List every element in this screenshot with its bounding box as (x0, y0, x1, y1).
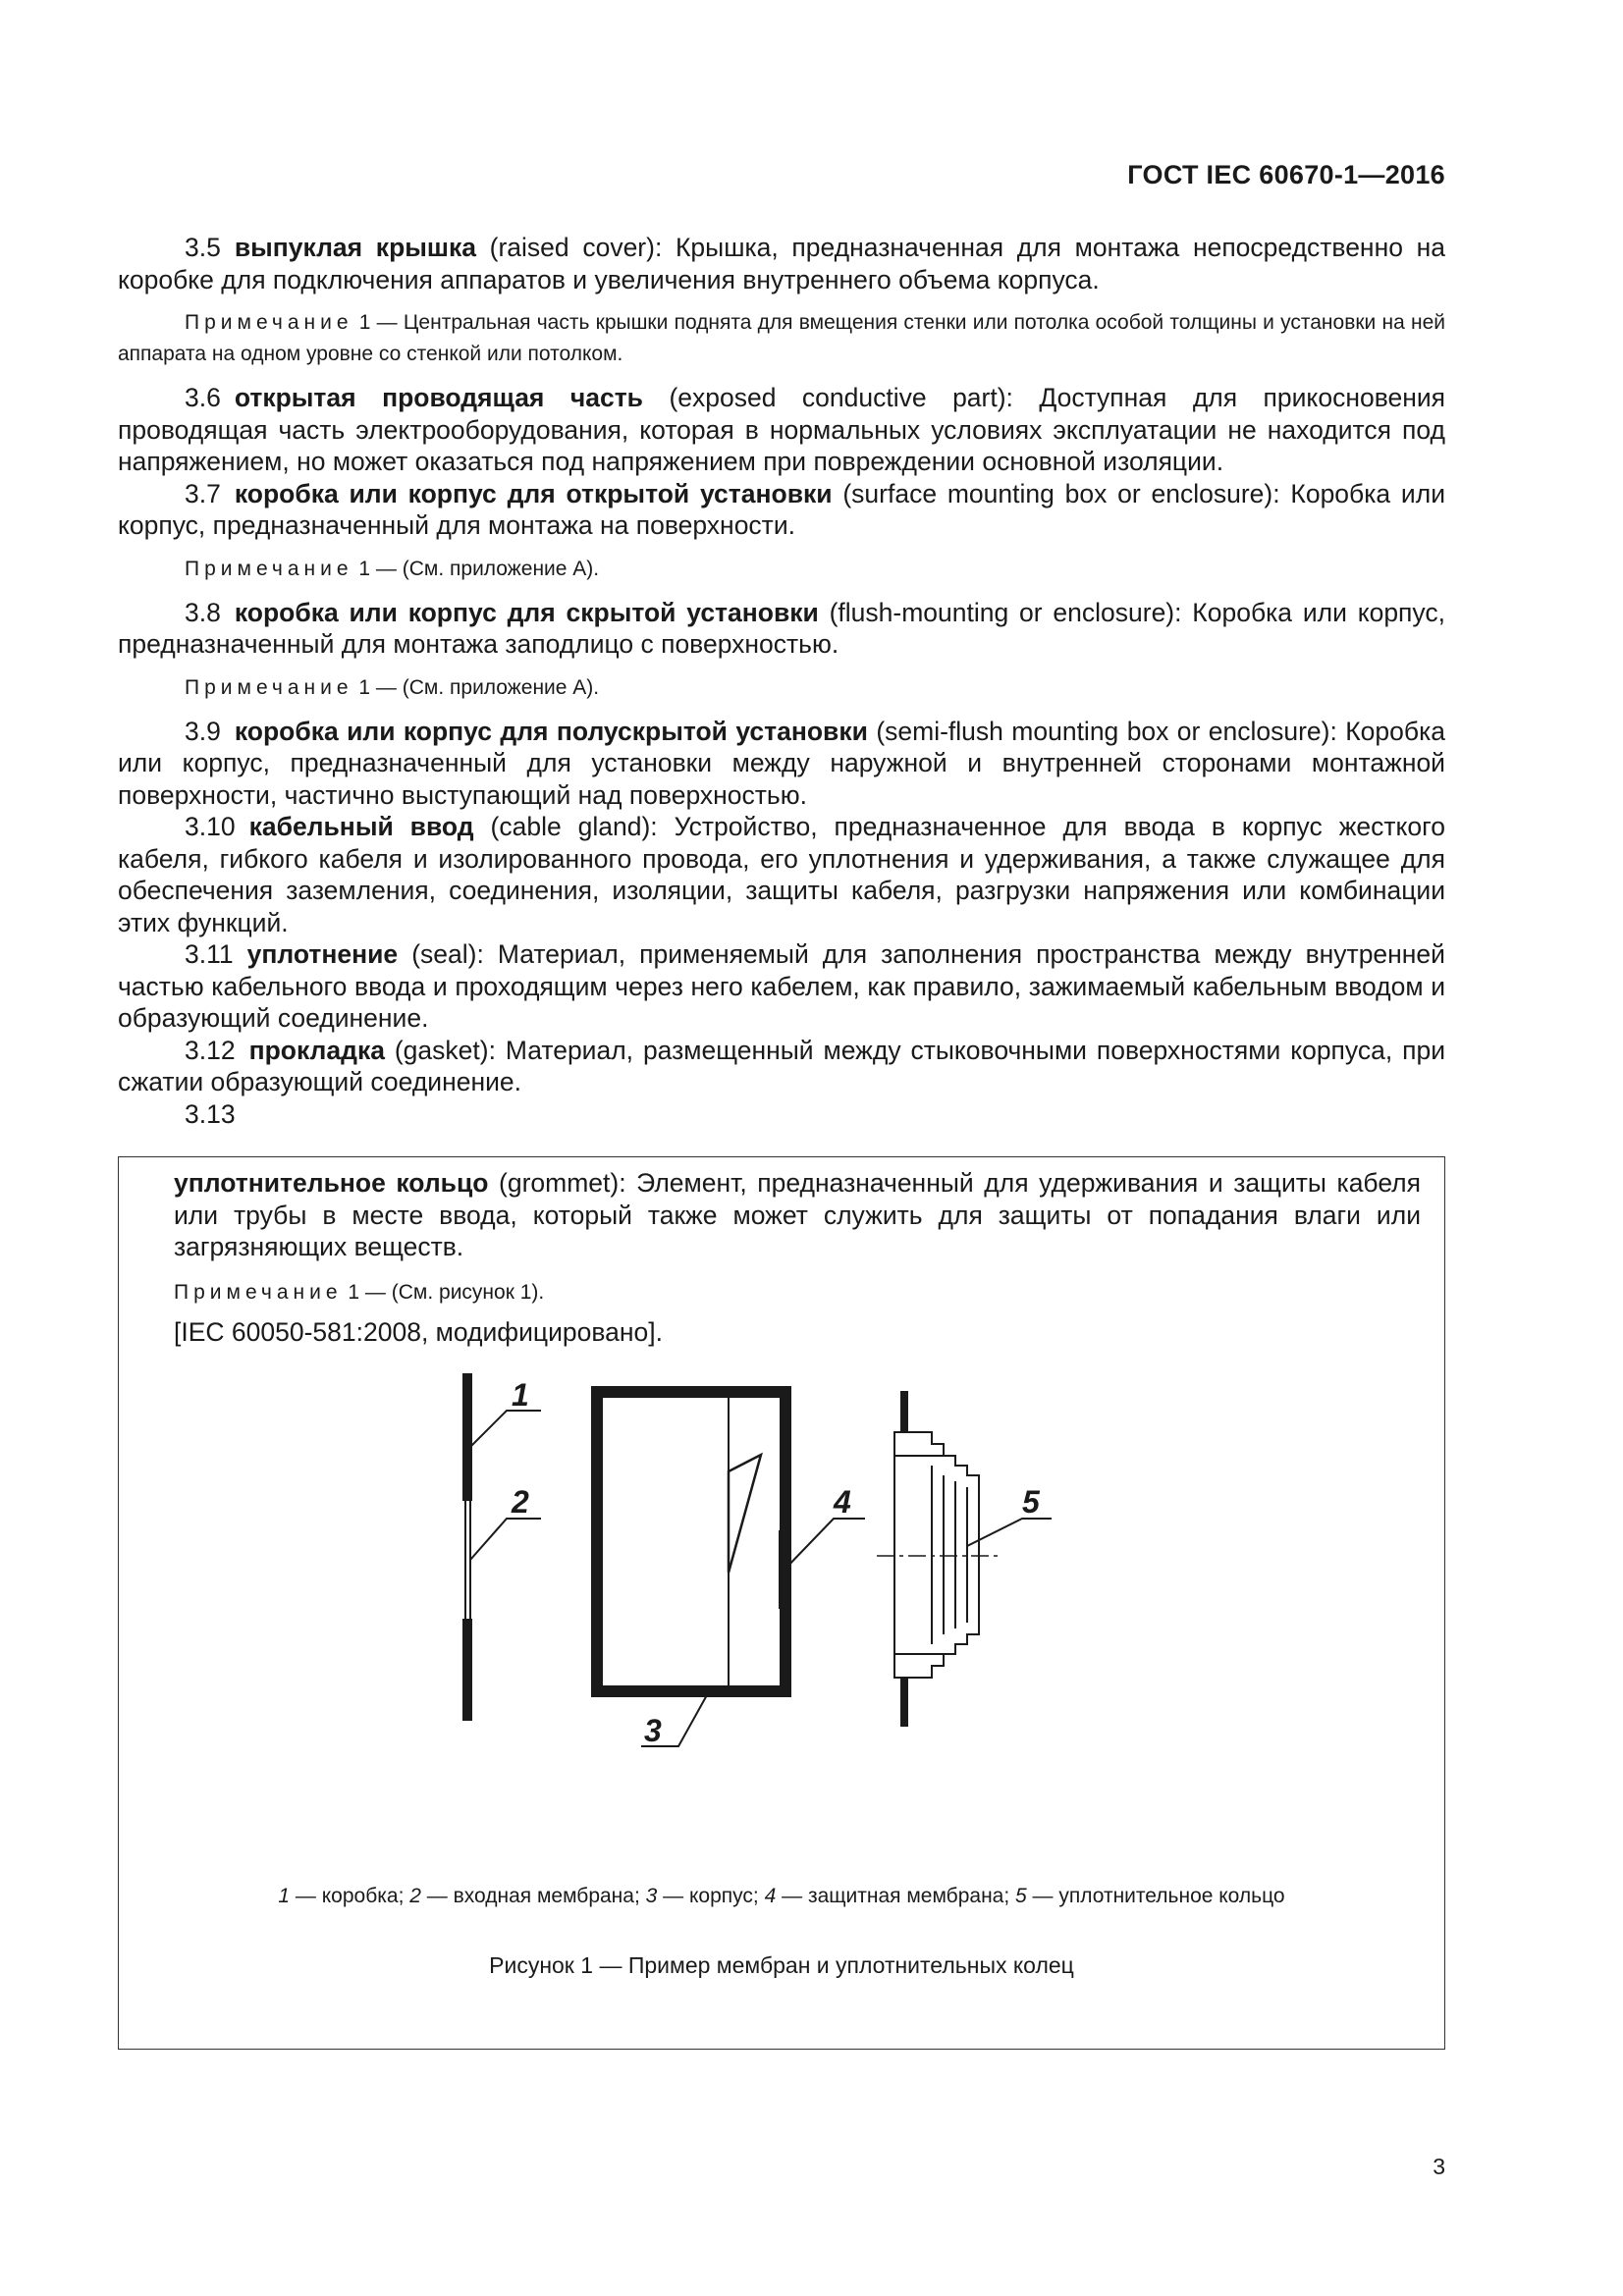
clause-number: 3.7 (185, 478, 221, 508)
clause-number: 3.10 (185, 812, 236, 841)
note-label: Примечание (185, 675, 353, 699)
term: кабельный ввод (248, 812, 474, 841)
clause-number: 3.6 (185, 383, 221, 412)
definition-3-7 (118, 478, 1445, 542)
grommet-drawing (877, 1391, 1002, 1727)
definition-text: (cable gland): Устройство, предназначенное для ввода в корпус жесткого кабеля, гибкого кабеля и изолированного провода, его уплотнения и удерживания, а также служащее для обеспечения заземления, соединения, изоляции, защиты кабеля, разгрузки напряжения или комбинации этих функций. (118, 812, 1445, 937)
legend-number: 5 (1015, 1885, 1027, 1907)
note-text: 1 — Центральная часть крышки поднята для вмещения стенки или потолка особой толщины и установки на ней аппарата на одном уровне со стенкой или потолком. (118, 311, 1445, 365)
definition-3-6 (118, 382, 1445, 478)
legend-number: 2 (409, 1885, 421, 1907)
label-2: 2 (512, 1484, 529, 1520)
figure-legend (119, 1885, 1444, 1908)
clause-number: 3.8 (185, 597, 221, 627)
definition-text: (seal): Материал, применяемый для заполнения пространства между внутренней частью кабельного ввода и проходящим через него кабелем, как правило, зажимаемый кабельным вводом и образующий соединение. (118, 939, 1445, 1033)
definition-3-10 (118, 811, 1445, 938)
leader-4 (783, 1519, 865, 1572)
definition-3-13 (174, 1167, 1421, 1348)
legend-text: — входная мембрана; (420, 1885, 646, 1907)
definition-text: (semi-flush mounting box or enclosure): Коробка или корпус, предназначенный для установки между наружной и внутренней сторонами монтажной поверхности, частично выступающий над поверхностью. (118, 716, 1445, 810)
definition-text: (raised cover): Крышка, предназначенная для монтажа непосредственно на коробке для подключения аппаратов и увеличения внутреннего объема корпуса. (118, 233, 1445, 294)
term: уплотнительное кольцо (174, 1168, 489, 1198)
figure-1-drawing (119, 1373, 1444, 1805)
note-label: Примечание (185, 311, 353, 334)
term: коробка или корпус для скрытой установки (234, 597, 819, 627)
note (118, 307, 1445, 370)
term: прокладка (248, 1035, 385, 1065)
enclosure-drawing (597, 1392, 785, 1691)
note (118, 554, 1445, 585)
definition-text: (surface mounting box or enclosure): Коробка или корпус, предназначенный для монтажа на поверхности. (118, 478, 1445, 540)
legend-text: — уплотнительное кольцо (1026, 1885, 1285, 1907)
source-reference: [IEC 60050-581:2008, модифицировано]. (174, 1316, 663, 1347)
definition-text: (exposed conductive part): Доступная для прикосновения проводящая часть электрооборудования, которая в нормальных условиях эксплуатации не находится под напряжением, но может оказаться под напряжением при повреждении основной изоляции. (118, 383, 1445, 476)
note-text: 1 — (См. приложение А). (358, 557, 600, 580)
definition-3-12 (118, 1035, 1445, 1098)
note (174, 1277, 1421, 1308)
legend-text: — коробка; (290, 1885, 410, 1907)
definition-text: (flush-mounting or enclosure): Коробка или корпус, предназначенный для монтажа заподлицо с поверхностью. (118, 597, 1445, 659)
note-text: 1 — (См. рисунок 1). (348, 1280, 545, 1304)
clause-number: 3.5 (185, 233, 221, 262)
legend-text: — защитная мембрана; (776, 1885, 1016, 1907)
definition-3-11 (118, 938, 1445, 1035)
label-1: 1 (512, 1377, 529, 1413)
legend-number: 1 (278, 1885, 291, 1907)
legend-number: 4 (764, 1885, 777, 1907)
term: уплотнение (246, 939, 399, 969)
leader-1 (470, 1411, 541, 1447)
clause-number: 3.13 (185, 1098, 236, 1129)
note-label: Примечание (174, 1280, 343, 1304)
page-header: ГОСТ IEC 60670-1—2016 (1127, 160, 1445, 189)
box-wall-drawing (462, 1373, 472, 1721)
legend-number: 3 (645, 1885, 658, 1907)
term: коробка или корпус для открытой установки (234, 478, 833, 508)
clause-number: 3.9 (185, 716, 221, 746)
term: открытая проводящая часть (234, 383, 643, 412)
definitions (118, 232, 1445, 1130)
note (118, 672, 1445, 704)
definition-text: (gasket): Материал, размещенный между стыковочными поверхностями корпуса, при сжатии образующий соединение. (118, 1035, 1445, 1096)
term: коробка или корпус для полускрытой установки (234, 716, 868, 746)
definition-3-13-number (118, 1098, 1445, 1131)
definition-3-9 (118, 716, 1445, 812)
label-5: 5 (1022, 1484, 1040, 1520)
clause-number: 3.11 (185, 939, 234, 969)
definition-3-8 (118, 597, 1445, 661)
note-text: 1 — (См. приложение А). (358, 675, 600, 699)
note-label: Примечание (185, 557, 353, 580)
figure-caption: Рисунок 1 — Пример мембран и уплотнительных колец (489, 1952, 1074, 1978)
definition-3-5 (118, 232, 1445, 295)
definition-3-13-text (174, 1167, 1421, 1263)
term: выпуклая крышка (234, 233, 476, 262)
page-number: 3 (1433, 2154, 1445, 2179)
definition-text: (grommet): Элемент, предназначенный для удерживания и защиты кабеля или трубы в месте ввода, который также может служить для защиты от попадания влаги или загрязняющих веществ. (174, 1168, 1421, 1261)
definition-3-13-box (118, 1156, 1445, 2050)
clause-number: 3.12 (185, 1035, 236, 1065)
leader-2 (470, 1519, 541, 1560)
label-4: 4 (834, 1484, 851, 1520)
legend-text: — корпус; (657, 1885, 765, 1907)
label-3: 3 (644, 1713, 662, 1748)
